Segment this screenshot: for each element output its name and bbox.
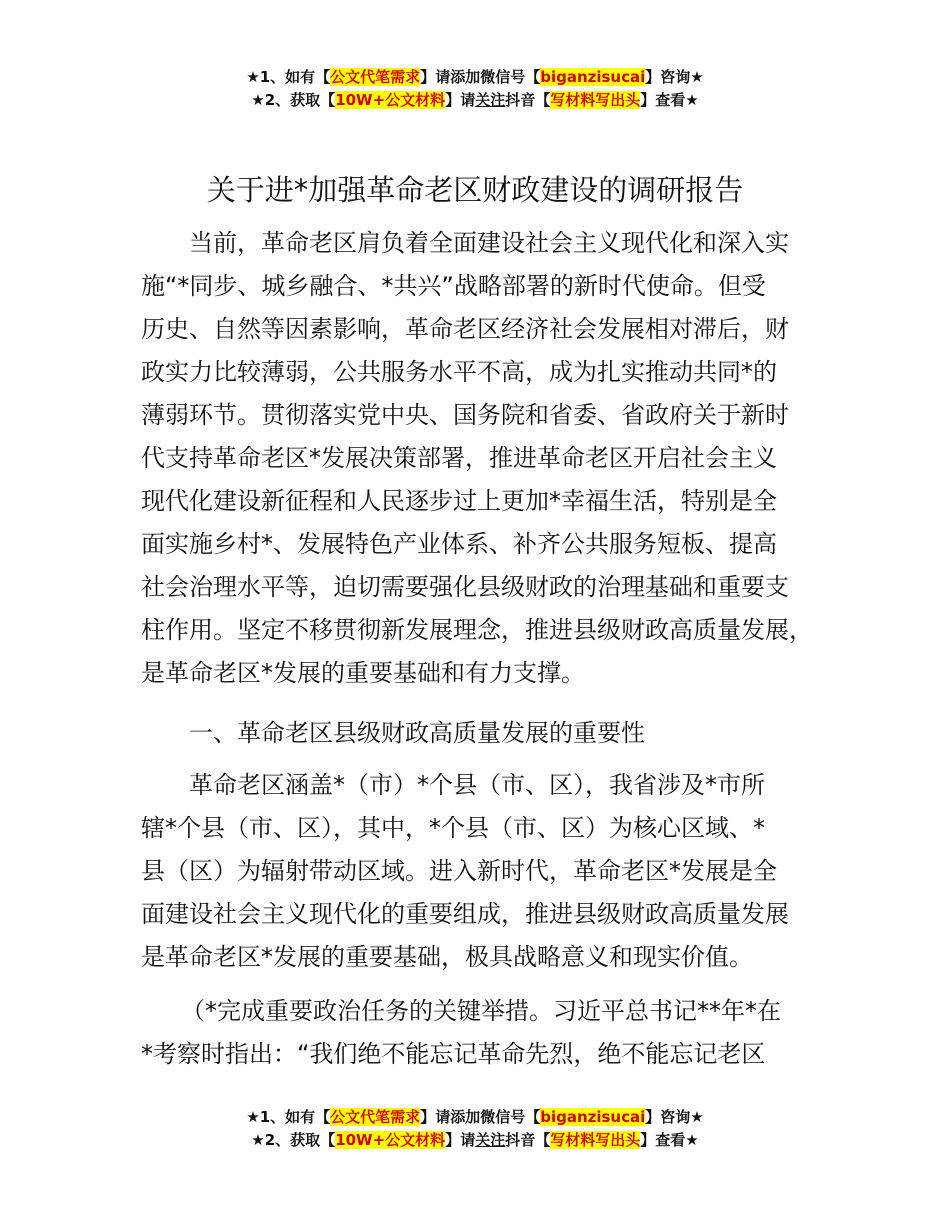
banner-highlight: 公文代笔需求 bbox=[330, 1108, 421, 1126]
banner-highlight-wechat: biganzisucai bbox=[540, 1108, 646, 1126]
bottom-banner bbox=[0, 1106, 950, 1152]
section-heading-text: 一、革命老区县级财政高质量发展的重要性 bbox=[189, 719, 645, 747]
paragraph-line: *考察时指出：“我们绝不能忘记革命先烈，绝不能忘记老区 bbox=[141, 1040, 766, 1068]
paragraph-line: 现代化建设新征程和人民逐步过上更加*幸福生活，特别是全 bbox=[141, 487, 777, 515]
banner-text: 】查看★ bbox=[640, 91, 699, 109]
paragraph-line: 施“*同步、城乡融合、*共兴”战略部署的新时代使命。但受 bbox=[141, 272, 766, 300]
banner-text: ★2、获取【 bbox=[251, 1131, 336, 1149]
banner-text: 】请添加微信号【 bbox=[420, 1108, 541, 1126]
banner-text: 】请 bbox=[445, 1131, 476, 1149]
paragraph-line: 是革命老区*发展的重要基础和有力支撑。 bbox=[141, 659, 585, 687]
paragraph-line: 薄弱环节。贯彻落实党中央、国务院和省委、省政府关于新时 bbox=[141, 401, 789, 429]
paragraph-line: 柱作用。坚定不移贯彻新发展理念，推进县级财政高质量发展， bbox=[141, 616, 813, 644]
banner-line-2 bbox=[0, 89, 950, 112]
paragraph-line: 当前，革命老区肩负着全面建设社会主义现代化和深入实 bbox=[189, 229, 789, 257]
paragraph-line: 历史、自然等因素影响，革命老区经济社会发展相对滞后，财 bbox=[141, 315, 789, 343]
banner-underlined: 关注 bbox=[475, 1131, 506, 1149]
paragraph-subsection bbox=[141, 990, 831, 1076]
paragraph-line: 革命老区涵盖*（市）*个县（市、区），我省涉及*市所 bbox=[189, 771, 765, 799]
paragraph-line: 政实力比较薄弱，公共服务水平不高，成为扎实推动共同*的 bbox=[141, 358, 777, 386]
banner-text: 】咨询★ bbox=[645, 1108, 704, 1126]
document-title: 关于进*加强革命老区财政建设的调研报告 bbox=[206, 173, 744, 207]
paragraph-line: 代支持革命老区*发展决策部署，推进革命老区开启社会主义 bbox=[141, 444, 777, 472]
banner-text: ★1、如有【 bbox=[246, 1108, 331, 1126]
paragraph-section-1 bbox=[141, 764, 831, 979]
banner-line-2 bbox=[0, 1129, 950, 1152]
paragraph-line: 面实施乡村*、发展特色产业体系、补齐公共服务短板、提高 bbox=[141, 530, 777, 558]
banner-text: ★2、获取【 bbox=[251, 91, 336, 109]
paragraph-line: 县（区）为辐射带动区域。进入新时代，革命老区*发展是全 bbox=[141, 857, 777, 885]
paragraph-line: （*完成重要政治任务的关键举措。习近平总书记**年*在 bbox=[181, 997, 781, 1025]
banner-text: 】请添加微信号【 bbox=[420, 68, 541, 86]
banner-text: 抖音【 bbox=[505, 91, 551, 109]
banner-highlight: 公文代笔需求 bbox=[330, 68, 421, 86]
banner-underlined: 关注 bbox=[475, 91, 506, 109]
banner-highlight-douyin: 写材料写出头 bbox=[550, 1131, 641, 1149]
paragraph-line: 辖*个县（市、区），其中，*个县（市、区）为核心区域、* bbox=[141, 814, 765, 842]
banner-text: 抖音【 bbox=[505, 1131, 551, 1149]
paragraph-line: 社会治理水平等，迫切需要强化县级财政的治理基础和重要支 bbox=[141, 573, 789, 601]
section-heading-1 bbox=[141, 712, 831, 755]
banner-text: 】咨询★ bbox=[645, 68, 704, 86]
banner-line-1 bbox=[0, 1106, 950, 1129]
banner-line-1 bbox=[0, 66, 950, 89]
banner-highlight-douyin: 写材料写出头 bbox=[550, 91, 641, 109]
paragraph-intro bbox=[141, 222, 831, 695]
banner-highlight-wechat: biganzisucai bbox=[540, 68, 646, 86]
banner-text: 】请 bbox=[445, 91, 476, 109]
banner-text: 】查看★ bbox=[640, 1131, 699, 1149]
paragraph-line: 是革命老区*发展的重要基础，极具战略意义和现实价值。 bbox=[141, 943, 753, 971]
top-banner bbox=[0, 66, 950, 112]
banner-highlight: 10W+公文材料 bbox=[335, 1131, 446, 1149]
paragraph-line: 面建设社会主义现代化的重要组成，推进县级财政高质量发展 bbox=[141, 900, 789, 928]
banner-text: ★1、如有【 bbox=[246, 68, 331, 86]
banner-highlight: 10W+公文材料 bbox=[335, 91, 446, 109]
